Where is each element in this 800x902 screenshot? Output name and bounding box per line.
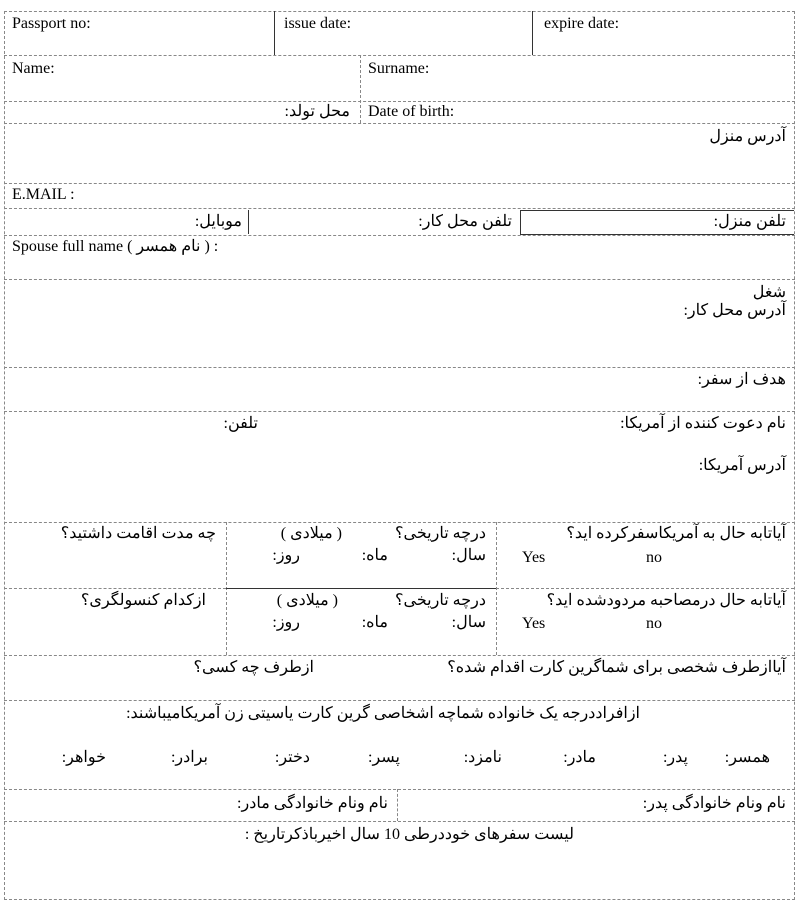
work-phone-label: تلفن محل کار:	[418, 213, 512, 230]
refusal-day: روز:	[272, 614, 300, 631]
divider-after-greencard	[4, 700, 795, 701]
inviter-name-label: نام دعوت کننده از آمریکا:	[620, 415, 786, 432]
divider-after-inviter	[4, 522, 795, 523]
stay-duration-label: چه مدت اقامت داشتید؟	[60, 525, 216, 542]
home-phone-box-top	[520, 210, 794, 211]
mobile-label: موبایل:	[194, 213, 242, 230]
divider-after-birth	[4, 123, 795, 124]
refusal-question: آیاتابه حال درمصاحبه مردودشده اید؟	[546, 592, 786, 609]
divider-name-surname	[360, 55, 361, 123]
trip-list-label: لیست سفرهای خوددرطی 10 سال اخیرباذکرتاریخ :	[244, 826, 574, 843]
travel-calendar: ( میلادی )	[280, 525, 342, 542]
refusal-month: ماه:	[361, 614, 388, 631]
travel-yes[interactable]: Yes	[522, 549, 546, 566]
travel-month: ماه:	[361, 547, 388, 564]
border-right	[794, 11, 795, 900]
divider-travel-refusal-right	[496, 588, 794, 589]
divider-after-email	[4, 208, 795, 209]
divider-after-passport	[4, 55, 795, 56]
divider-father-mother	[397, 789, 398, 821]
divider-travel-refusal	[226, 588, 496, 589]
relation-son: پسر:	[368, 749, 400, 766]
divider-after-occupation	[4, 367, 795, 368]
divider-mobile-work	[248, 210, 249, 234]
travel-date-label: درچه تاریخی؟	[395, 525, 486, 542]
work-address-label: آدرس محل کار:	[683, 302, 786, 319]
travel-year: سال:	[451, 547, 486, 564]
divider-after-spouse	[4, 279, 795, 280]
expire-date-label: expire date:	[544, 15, 620, 32]
divider-travel-refusal-left	[4, 588, 226, 589]
surname-label: Surname:	[368, 60, 430, 77]
refusal-year: سال:	[451, 614, 486, 631]
refusal-no[interactable]: no	[646, 615, 662, 632]
relation-fiance: نامزد:	[463, 749, 502, 766]
divider-after-address	[4, 183, 795, 184]
relation-sister: خواهر:	[61, 749, 106, 766]
border-bottom	[4, 899, 795, 900]
refusal-date-label: درچه تاریخی؟	[395, 592, 486, 609]
divider-after-refusal	[4, 655, 795, 656]
relation-brother: برادر:	[170, 749, 208, 766]
consulate-label: ازکدام کنسولگری؟	[80, 592, 206, 609]
family-question: ازافراددرجه یک خانواده شماچه اشخاصی گرین کارت یاسیتی زن آمریکامیباشند:	[126, 705, 640, 722]
divider-after-purpose	[4, 411, 795, 412]
home-phone-label: تلفن منزل:	[713, 213, 786, 230]
divider-after-family	[4, 789, 795, 790]
passport-no-label: Passport no:	[12, 15, 91, 32]
email-label: E.MAIL :	[12, 186, 75, 203]
divider-after-phones	[4, 235, 795, 236]
relation-spouse: همسر:	[724, 749, 770, 766]
border-top	[4, 11, 795, 12]
mother-name-label: نام ونام خانوادگی مادر:	[237, 795, 388, 812]
refusal-yes[interactable]: Yes	[522, 615, 546, 632]
divider-work-home	[520, 210, 521, 234]
inviter-phone-label: تلفن:	[223, 415, 258, 432]
divider-issue-right	[532, 11, 533, 55]
spouse-full-name-label: Spouse full name ( نام همسر ) :	[12, 238, 219, 255]
home-address-label: آدرس منزل	[709, 128, 786, 145]
divider-after-parents	[4, 821, 795, 822]
divider-issue-left	[274, 11, 275, 55]
travel-no[interactable]: no	[646, 549, 662, 566]
issue-date-label: issue date:	[284, 15, 352, 32]
birth-place-label: محل تولد:	[284, 103, 350, 120]
us-address-label: آدرس آمریکا:	[698, 457, 786, 474]
name-label: Name:	[12, 60, 55, 77]
divider-after-name	[4, 101, 795, 102]
travel-question: آیاتابه حال به آمریکاسفرکرده اید؟	[566, 525, 786, 542]
greencard-by-whom: ازطرف چه کسی؟	[193, 659, 314, 676]
greencard-question: آیاازطرف شخصی برای شماگرین کارت اقدام شده؟	[447, 659, 786, 676]
refusal-calendar: ( میلادی )	[276, 592, 338, 609]
date-of-birth-label: Date of birth:	[368, 103, 455, 120]
relation-father: پدر:	[662, 749, 688, 766]
occupation-label: شغل	[752, 284, 786, 301]
trip-purpose-label: هدف از سفر:	[697, 371, 786, 388]
relation-mother: مادر:	[563, 749, 596, 766]
relation-daughter: دختر:	[274, 749, 310, 766]
border-left	[4, 11, 5, 900]
travel-day: روز:	[272, 547, 300, 564]
father-name-label: نام ونام خانوادگی پدر:	[642, 795, 786, 812]
